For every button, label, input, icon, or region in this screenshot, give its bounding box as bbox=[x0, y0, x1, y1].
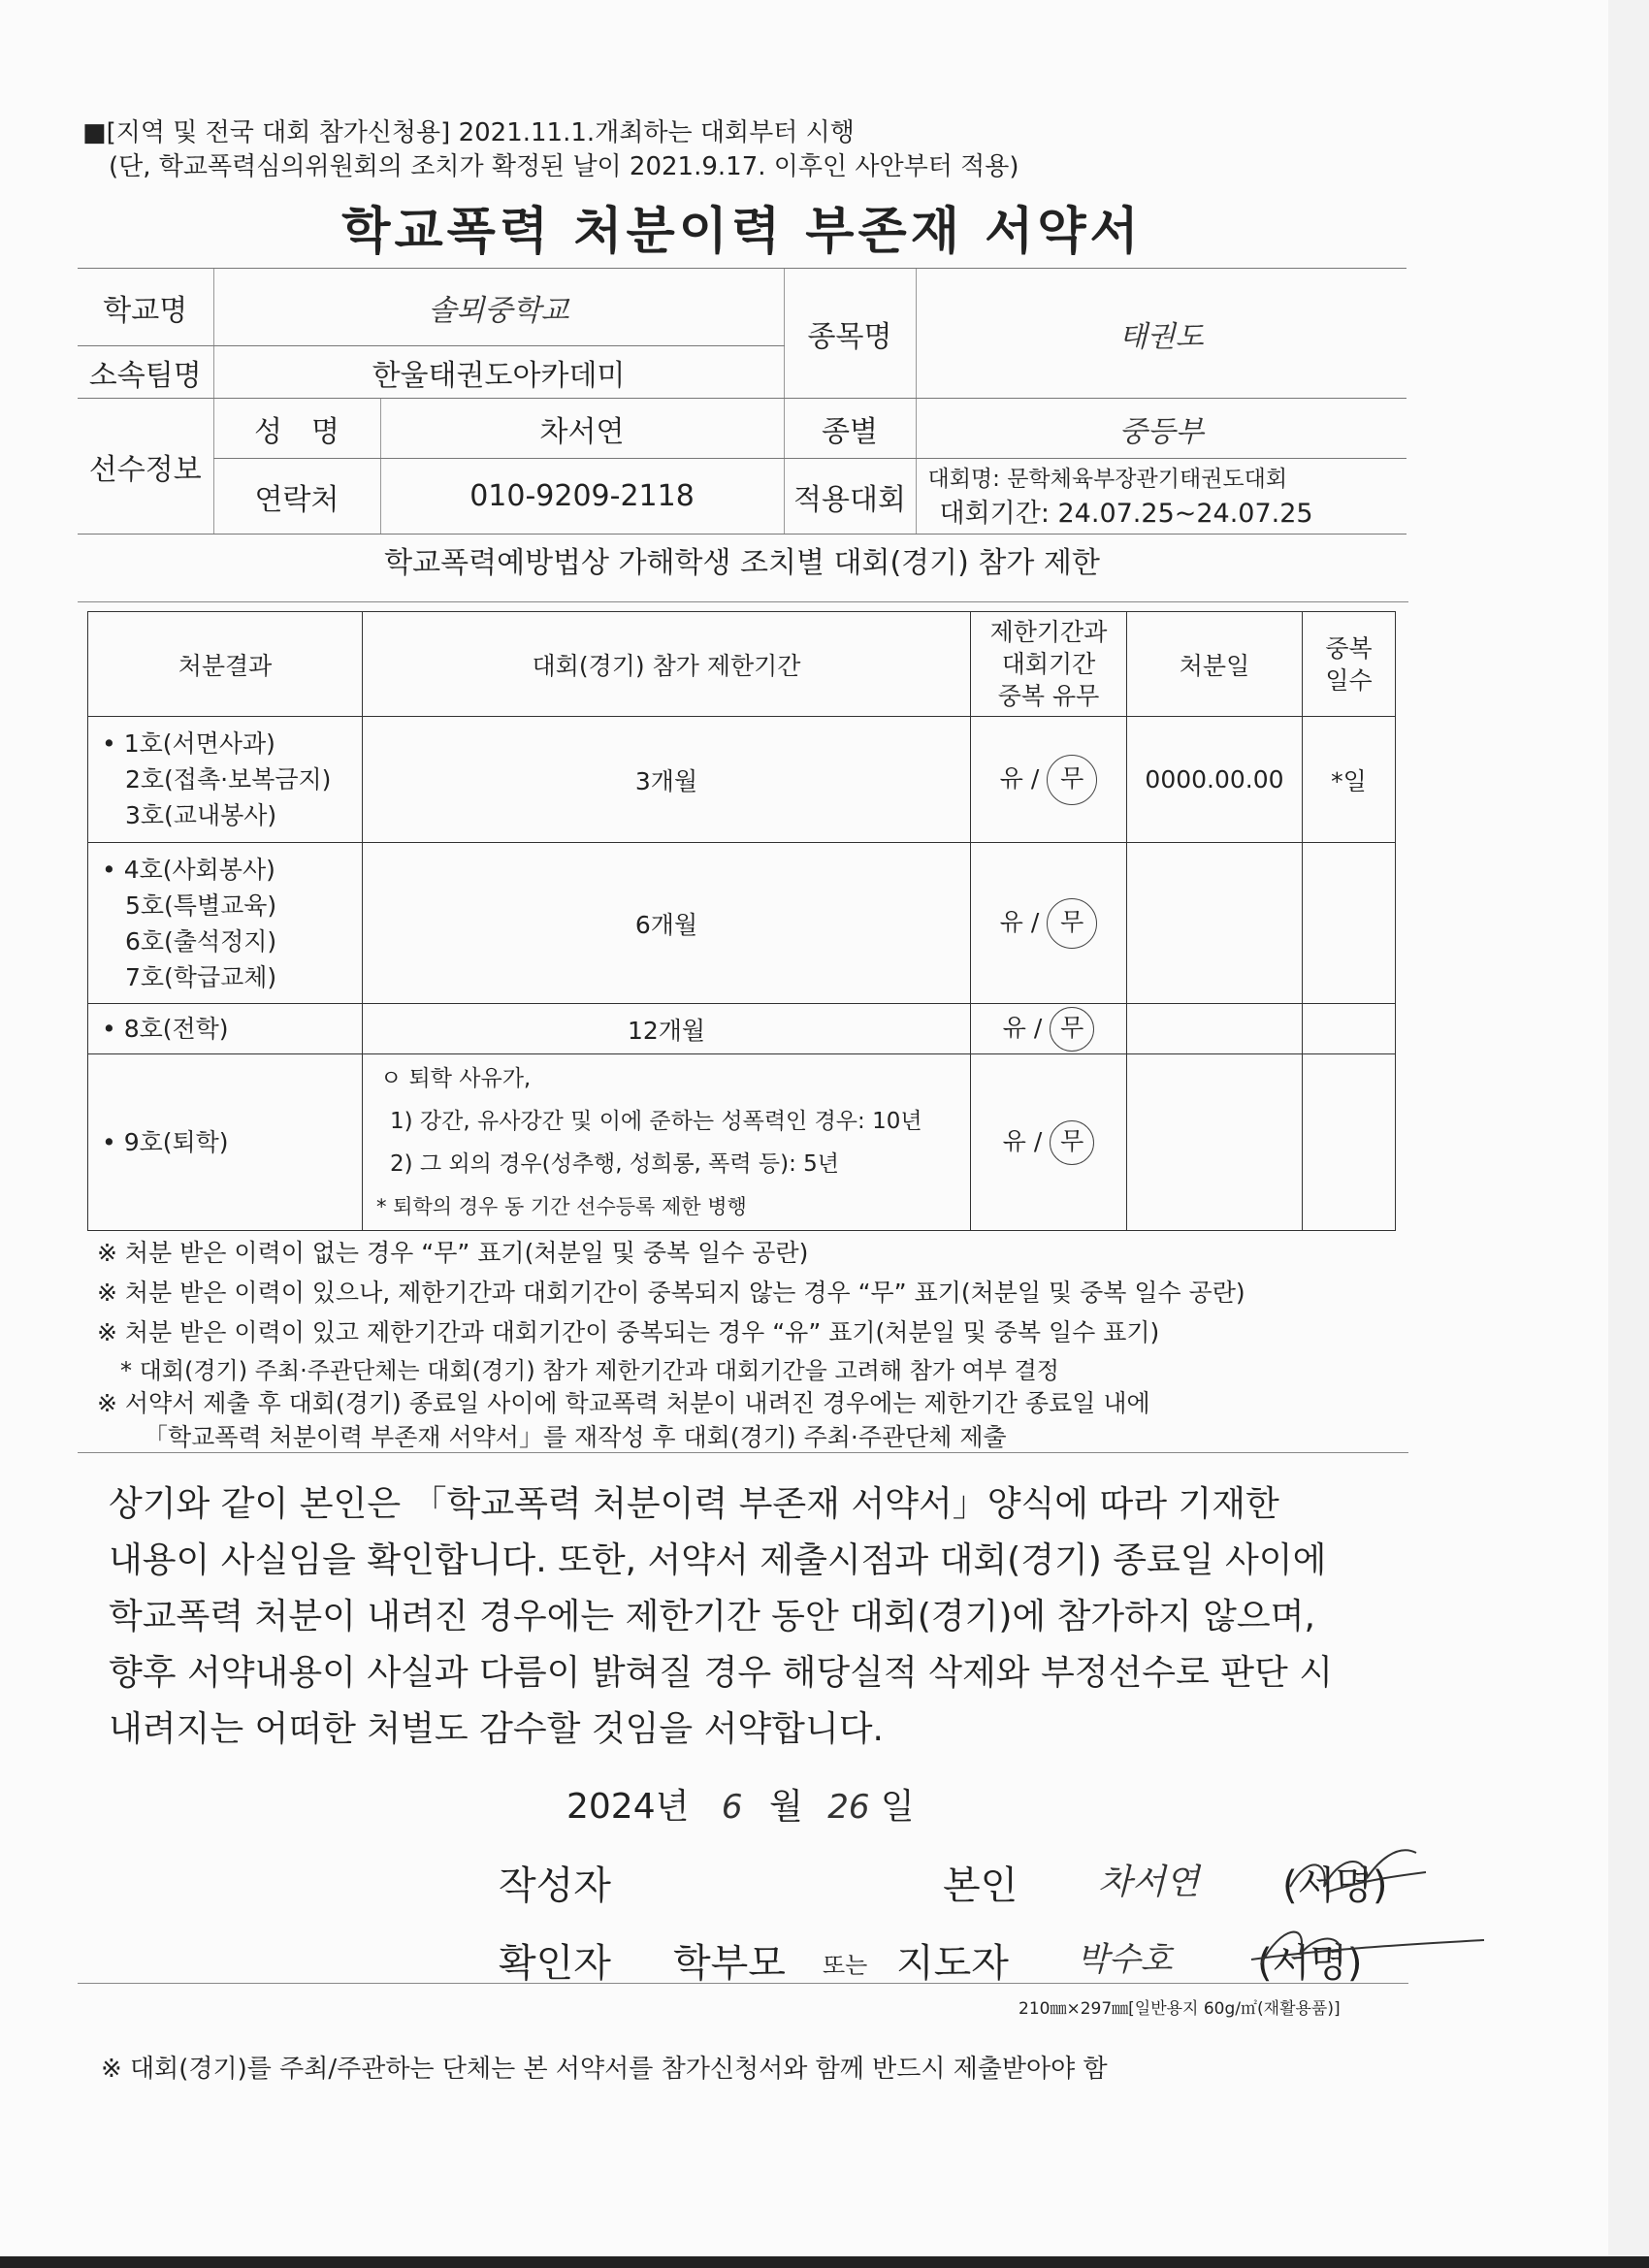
row-item: 6호(출석정지) bbox=[125, 926, 277, 956]
note-line: 「학교폭력 처분이력 부존재 서약서」를 재작성 후 대회(경기) 주최·주관단체 제출 bbox=[144, 1423, 1007, 1451]
contact-value: 010-9209-2118 bbox=[380, 459, 784, 535]
header-days-2: 일수 bbox=[1325, 665, 1373, 695]
header-result: 처분결과 bbox=[88, 612, 363, 717]
table-row bbox=[88, 717, 1396, 843]
row-date bbox=[1127, 1054, 1303, 1231]
info-table bbox=[78, 268, 1406, 535]
date-month-unit: 월 bbox=[768, 1787, 803, 1827]
divider bbox=[78, 601, 1408, 602]
row-days bbox=[1303, 1004, 1396, 1054]
divider bbox=[78, 1983, 1408, 1984]
restriction-subtitle: 학교폭력예방법상 가해학생 조치별 대회(경기) 참가 제한 bbox=[384, 546, 1100, 580]
paper-spec: 210㎜×297㎜[일반용지 60g/㎡(재활용품)] bbox=[1018, 1999, 1341, 2019]
confirmer-label: 확인자 bbox=[499, 1941, 611, 1986]
bottom-note: ※ 대회(경기)를 주최/주관하는 단체는 본 서약서를 참가신청서와 함께 반드시 제출받아야 함 bbox=[101, 2055, 1108, 2084]
row-days bbox=[1303, 843, 1396, 1004]
overlap-slash: / bbox=[1030, 907, 1040, 936]
row-items bbox=[88, 843, 363, 1004]
row-date bbox=[1127, 1004, 1303, 1054]
row-days bbox=[1303, 1054, 1396, 1231]
date-day-unit: 일 bbox=[880, 1787, 915, 1827]
competition-period: 대회기간: 24.07.25~24.07.25 bbox=[939, 498, 1313, 529]
divider bbox=[78, 1452, 1408, 1453]
header-date: 처분일 bbox=[1127, 612, 1303, 717]
header-overlap-2: 대회기간 bbox=[1001, 650, 1096, 678]
row-period-detail bbox=[363, 1054, 971, 1231]
header-line-1: ■[지역 및 전국 대회 참가신청용] 2021.11.1.개최하는 대회부터 시행 bbox=[82, 118, 855, 147]
or-label: 또는 bbox=[823, 1952, 868, 1979]
pledge-date bbox=[566, 1779, 915, 1829]
row-days: *일 bbox=[1303, 717, 1396, 843]
event-label: 종목명 bbox=[784, 269, 916, 399]
coach-label: 지도자 bbox=[896, 1941, 1009, 1986]
row-item: • 8호(전학) bbox=[102, 1015, 229, 1043]
row-overlap bbox=[971, 1004, 1127, 1054]
header-overlap-1: 제한기간과 bbox=[989, 618, 1108, 646]
contact-label: 연락처 bbox=[213, 459, 380, 535]
row-overlap bbox=[971, 1054, 1127, 1231]
note-line: ※ 처분 받은 이력이 있으나, 제한기간과 대회기간이 중복되지 않는 경우 “무” 표기(처분일 및 중복 일수 공란) bbox=[97, 1279, 1245, 1307]
row-item: 2호(접촉·보복금지) bbox=[125, 765, 332, 794]
note-line: ※ 처분 받은 이력이 없는 경우 “무” 표기(처분일 및 중복 일수 공란) bbox=[97, 1239, 809, 1267]
row-item: 5호(특별교육) bbox=[125, 891, 277, 920]
period-line: ㅇ 퇴학 사유가, bbox=[380, 1065, 532, 1091]
document-title: 학교폭력 처분이력 부존재 서약서 bbox=[341, 203, 1143, 261]
pledge-line: 학교폭력 처분이 내려진 경우에는 제한기간 동안 대회(경기)에 참가하지 않으며, bbox=[109, 1597, 1315, 1636]
overlap-yes: 유 bbox=[1002, 1126, 1026, 1155]
self-label: 본인 bbox=[943, 1863, 1018, 1908]
overlap-yes: 유 bbox=[999, 907, 1023, 936]
header-days bbox=[1303, 612, 1396, 717]
division-value: 중등부 bbox=[916, 399, 1406, 459]
header-overlap bbox=[971, 612, 1127, 717]
row-period: 3개월 bbox=[363, 717, 971, 843]
scan-edge bbox=[1608, 0, 1649, 2268]
overlap-yes: 유 bbox=[1002, 1013, 1026, 1042]
table-row bbox=[88, 1004, 1396, 1054]
competition-name: 대회명: 문학체육부장관기태권도대회 bbox=[927, 466, 1288, 492]
row-period: 6개월 bbox=[363, 843, 971, 1004]
restriction-table bbox=[87, 611, 1396, 1231]
row-item: • 9호(퇴학) bbox=[102, 1128, 229, 1156]
row-items bbox=[88, 717, 363, 843]
signature-scribble-2 bbox=[1242, 1906, 1494, 1984]
header-period: 대회(경기) 참가 제한기간 bbox=[363, 612, 971, 717]
row-item: 7호(학급교체) bbox=[125, 962, 277, 991]
header-overlap-3: 중복 유무 bbox=[997, 682, 1100, 710]
note-line: ※ 서약서 제출 후 대회(경기) 종료일 사이에 학교폭력 처분이 내려진 경우에는 제한기간 종료일 내에 bbox=[97, 1389, 1150, 1417]
pledge-line: 상기와 같이 본인은 「학교폭력 처분이력 부존재 서약서」양식에 따라 기재한 bbox=[109, 1484, 1279, 1524]
overlap-yes: 유 bbox=[999, 763, 1023, 793]
pledge-line: 향후 서약내용이 사실과 다름이 밝혀질 경우 해당실적 삭제와 부정선수로 판단 시 bbox=[109, 1653, 1334, 1693]
row-item: 3호(교내봉사) bbox=[125, 801, 277, 829]
date-day-value: 26 bbox=[827, 1788, 870, 1827]
row-item: • 1호(서면사과) bbox=[102, 729, 275, 758]
signature-scribble-1 bbox=[1271, 1833, 1436, 1911]
header-line-2: (단, 학교폭력심의위원회의 조치가 확정된 날이 2021.9.17. 이후인 사안부터 적용) bbox=[109, 152, 1019, 181]
name-value: 차서연 bbox=[380, 399, 784, 459]
parent-label: 학부모 bbox=[673, 1941, 786, 1986]
row-date: 0000.00.00 bbox=[1127, 717, 1303, 843]
overlap-no-circled: 무 bbox=[1050, 1120, 1094, 1165]
scan-bottom-edge bbox=[0, 2256, 1649, 2268]
pledge-line: 내용이 사실임을 확인합니다. 또한, 서약서 제출시점과 대회(경기) 종료일 사이에 bbox=[109, 1540, 1327, 1580]
self-name-handwritten: 차서연 bbox=[1098, 1863, 1200, 1902]
note-line: * 대회(경기) 주최·주관단체는 대회(경기) 참가 제한기간과 대회기간을 고려해 참가 여부 결정 bbox=[120, 1357, 1059, 1384]
competition-label: 적용대회 bbox=[784, 459, 916, 535]
athlete-label: 선수정보 bbox=[78, 399, 213, 535]
writer-label: 작성자 bbox=[499, 1863, 611, 1908]
row-overlap bbox=[971, 717, 1127, 843]
division-label: 종별 bbox=[784, 399, 916, 459]
table-row bbox=[88, 843, 1396, 1004]
row-item: • 4호(사회봉사) bbox=[102, 855, 275, 884]
sign-label: (서명) bbox=[1282, 1863, 1388, 1908]
period-line: 2) 그 외의 경우(성추행, 성희롱, 폭력 등): 5년 bbox=[390, 1150, 840, 1177]
date-year: 2024년 bbox=[566, 1787, 690, 1827]
team-label: 소속팀명 bbox=[78, 346, 213, 399]
sign-label-2: (서명) bbox=[1257, 1941, 1363, 1986]
overlap-no-circled: 무 bbox=[1047, 898, 1097, 949]
name-label: 성 명 bbox=[213, 399, 380, 459]
coach-name-handwritten: 박수호 bbox=[1077, 1940, 1173, 1979]
header-days-1: 중복 bbox=[1325, 633, 1373, 663]
overlap-no-circled: 무 bbox=[1047, 755, 1097, 805]
period-line: * 퇴학의 경우 동 기간 선수등록 제한 병행 bbox=[376, 1194, 747, 1218]
note-line: ※ 처분 받은 이력이 있고 제한기간과 대회기간이 중복되는 경우 “유” 표기(처분일 및 중복 일수 표기) bbox=[97, 1318, 1160, 1346]
table-row bbox=[88, 1054, 1396, 1231]
competition-cell bbox=[916, 459, 1406, 535]
row-period: 12개월 bbox=[363, 1004, 971, 1054]
team-value: 한울태권도아카데미 bbox=[213, 346, 784, 399]
event-value: 태권도 bbox=[916, 269, 1406, 399]
overlap-slash: / bbox=[1030, 763, 1040, 793]
overlap-no-circled: 무 bbox=[1050, 1007, 1094, 1052]
school-value: 솔뫼중학교 bbox=[213, 269, 784, 346]
pledge-line: 내려지는 어떠한 처벌도 감수할 것임을 서약합니다. bbox=[109, 1709, 884, 1749]
school-label: 학교명 bbox=[78, 269, 213, 346]
row-items bbox=[88, 1004, 363, 1054]
period-line: 1) 강간, 유사강간 및 이에 준하는 성폭력인 경우: 10년 bbox=[390, 1108, 922, 1134]
row-date bbox=[1127, 843, 1303, 1004]
overlap-slash: / bbox=[1033, 1126, 1043, 1155]
row-overlap bbox=[971, 843, 1127, 1004]
row-items bbox=[88, 1054, 363, 1231]
overlap-slash: / bbox=[1033, 1013, 1043, 1042]
date-month-value: 6 bbox=[721, 1788, 743, 1827]
pledge-paragraph bbox=[109, 1476, 1389, 1758]
